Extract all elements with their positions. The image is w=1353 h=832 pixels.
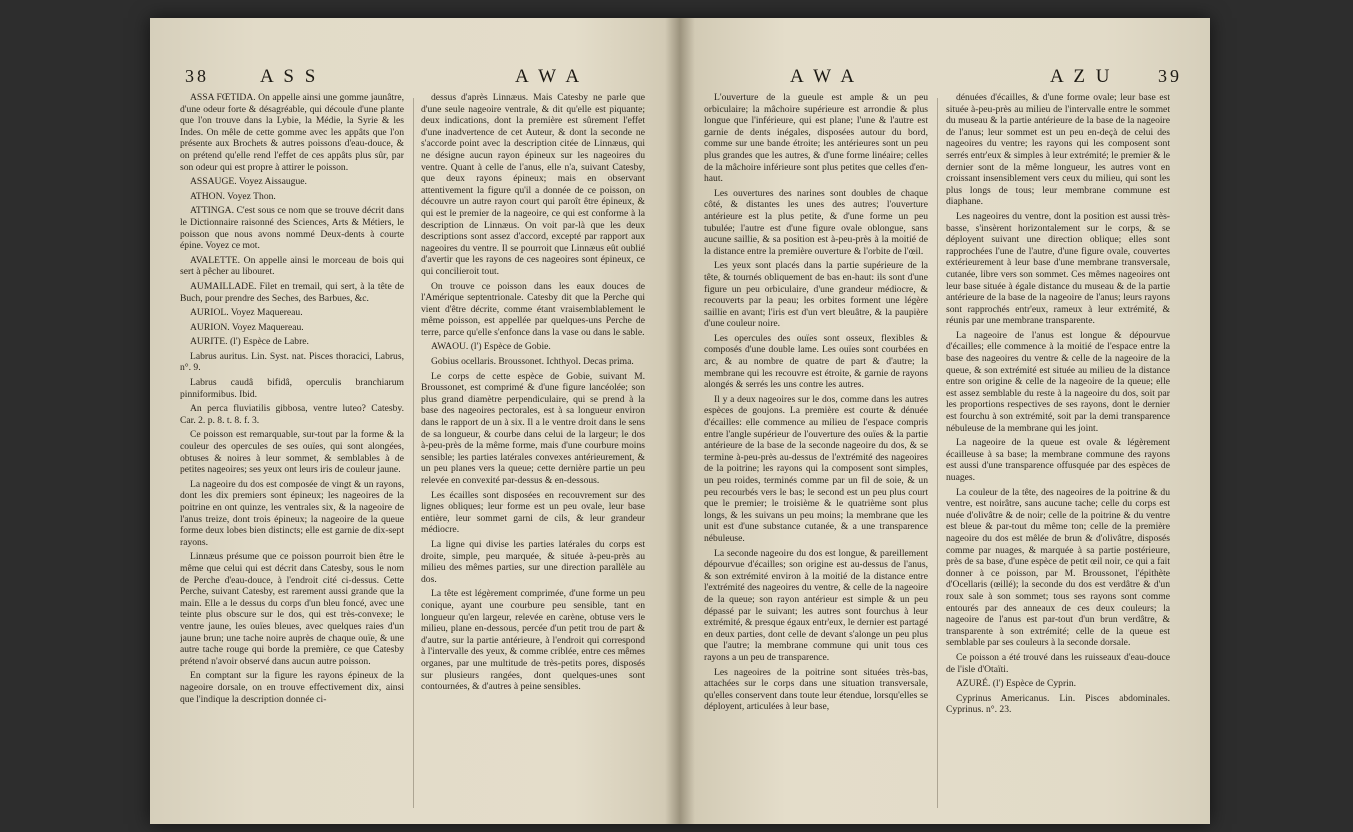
paragraph: AWAOU. (l') Espèce de Gobie. <box>431 341 551 353</box>
paragraph: dessus d'après Linnæus. Mais Catesby ne parle que d'une seule nageoire ventrale, & dit qu'elle est piquante; deux indications, dont la première est sûrement l'effet d'une inadvertence de cet Auteur, & dont la seconde ne s'accorde point avec la description citée de Linnæus, qui ne désigne aucun rayon épineux sur les nageoires du ventre. Quant à celle de l'anus, elle n'a, suivant Catesby, que deux rayons épineux; mais en observant attentivement la figure qu'il a donnée de ce poisson, on découvre un autre rayon court qui paroît être épineux, & qui est le premier de la nageoire, ce qui est conforme à la description de Linnæus. On voit par-là que les deux descriptions sont assez d'accord, excepté par rapport aux nageoires du ventre. Il se pourroit que Linnæus eût oublié d'avertir que les rayons de ces nageoires sont épineux, ce qui concilieroit tout. <box>421 92 645 277</box>
paragraph: Il y a deux nageoires sur le dos, comme dans les autres espèces de goujons. La première est courte & dénuée d'écailles: elle commence au milieu de l'espace compris entre l'angle supérieur de l'ouverture des ouïes & la partie antérieure de la base de la seconde nageoire du dos, & se termine à-peu-près au-dessus de l'extrémité des nageoires de la poitrine; les rayons qui la composent sont simples, un peu roides, terminés comme par un fil de soie, & un peu recourbés vers le bas; le second est un peu plus court que le premier; le troisième & le quatrième sont plus longs, & les suivans un peu moins; la membrane que les unit est d'une substance cutanée, & a une transparence nébuleuse. <box>704 393 928 544</box>
paragraph: AURIOL. Voyez Maquereau. <box>190 307 303 319</box>
page-number-left: 38 <box>185 66 209 86</box>
paragraph: Les nageoires du ventre, dont la position est aussi très-basse, s'insèrent horizontalement sur le corps, & se déployent suivant une direction oblique; elles sont rapprochées l'une de l'autre, d'une figure ovale, couvertes extérieurement à leur base d'une membrane transversale, cutanée, libre vers son sommet. Ces mêmes nageoires ont leur base située à égale distance du museau & de la partie antérieure de la base de la nageoire de l'anus; leurs rayons sont rapprochés entr'eux, rameux à leur extrémité, & réunis par une membrane transparente. <box>946 210 1170 327</box>
paragraph: Labrus auritus. Lin. Syst. nat. Pisces thoracici, Labrus, n°. 9. <box>180 350 404 374</box>
paragraph: Ce poisson est remarquable, sur-tout par la forme & la couleur des opercules de ses ouïes, qui sont alongées, obtuses & noires à leur sommet, & semblables à de petites nageoires; ses yeux ont leurs iris de couleur jaune. <box>180 429 404 476</box>
paragraph: An perca fluviatilis gibbosa, ventre luteo? Catesby. Car. 2. p. 8. t. 8. f. 3. <box>180 403 404 426</box>
paragraph: L'ouverture de la gueule est ample & un peu orbiculaire; la mâchoire supérieure est arrondie & plus longue que l'inférieure, qui est plane; l'une & l'autre est garnie de dents inégales, disposées autour du bord, comme sur une bande étroite; les antérieures sont un peu plus grandes que les autres, & d'une forme linéaire; celles de la mâchoire inférieure sont plus petites que celles d'en-haut. <box>704 92 928 185</box>
right-page-column-1 <box>704 92 928 812</box>
paragraph: ASSA FŒTIDA. On appelle ainsi une gomme jaunâtre, d'une odeur forte & désagréable, qui découle d'une plante que l'on trouve dans la Lybie, la Médie, la Syrie & les Indes. On mêle de cette gomme avec les appâts que l'on présente aux Brochets & autres poissons d'eau-douce, & on prétend qu'elle rend l'effet de ces appâts plus sûr, par son odeur qui est propre à attirer le poisson. <box>180 92 404 173</box>
paragraph: En comptant sur la figure les rayons épineux de la nageoire dorsale, on en trouve effectivement dix, ainsi que l'indique la description donnée ci- <box>180 670 404 705</box>
paragraph: ASSAUGE. Voyez Aissaugue. <box>190 176 307 188</box>
paragraph: AZURÉ. (l') Espèce de Cyprin. <box>956 678 1077 690</box>
paragraph: Cyprinus Americanus. Lin. Pisces abdominales. Cyprinus. n°. 23. <box>946 692 1170 716</box>
left-page-column-2 <box>421 92 645 812</box>
paragraph: La seconde nageoire du dos est longue, & pareillement dépourvue d'écailles; son origine est au-dessus de l'anus, & son extrémité environ à la moitié de la distance entre l'extrémité des nageoires du ventre, & celle de la nageoire de la queue; son rayon antérieur est simple & un peu dépassé par le suivant; les autres sont fourchus à leur extrémité, & presque égaux entr'eux, le dernier est partagé en deux parties, dont celle de devant s'alonge un peu plus que l'autre; la membrane commune qui unit tous ces rayons a un peu de transparence. <box>704 547 928 663</box>
paragraph: Ce poisson a été trouvé dans les ruisseaux d'eau-douce de l'isle d'Otaïti. <box>946 651 1170 675</box>
paragraph: dénuées d'écailles, & d'une forme ovale; leur base est située à-peu-près au milieu de l'intervalle entre le sommet du museau & la partie antérieure de la base de la nageoire de l'anus; leur sommet est un peu en-deçà de celui des nageoires du ventre; les rayons qui les composent sont serrés entr'eux & simples à leur extrémité; le premier & le dernier sont de la même longueur, les autres vont en croissant insensiblement vers ceux du milieu, qui sont les plus longs de tous; leur membrane commune est diaphane. <box>946 92 1170 208</box>
paragraph: Linnæus présume que ce poisson pourroit bien être le même que celui qui est décrit dans Catesby, sous le nom de Perche d'eau-douce, à l'endroit cité ci-dessus. Cette Perche, suivant Catesby, est rarement aussi grande que la main. Elle a le dessus du corps d'un bleu foncé, avec une teinte plus obscure sur le dos, qui est très-convexe; le ventre jaune, les ouïes bleues, avec quelques raies d'un jaune brun; une tache noire auprès de chaque ouïe, & une autre tache rouge qui borde la première, ce que Catesby prétend n'avoir observé dans aucun autre poisson. <box>180 551 404 667</box>
paragraph: Le corps de cette espèce de Gobie, suivant M. Broussonet, est comprimé & d'une figure lancéolée; son plus grand diamètre perpendiculaire, qui se prend à la base des nageoires pectorales, est à sa longueur environ dans le rapport de un à six. Il a le ventre droit dans le sens de sa longueur, & courbe dans celui de la largeur; le dos à-peu-près de la même forme, mais d'une courbure moins sensible; les parties latérales convexes antérieurement, & un peu planes vers la queue; cette dernière partie un peu relevée en convexité par-dessus & en-dessous. <box>421 370 645 486</box>
paragraph: AVALETTE. On appelle ainsi le morceau de bois qui sert à pêcher au libouret. <box>180 254 404 278</box>
paragraph: Les ouvertures des narines sont doubles de chaque côté, & distantes les unes des autres; l'ouverture antérieure est la plus petite, & d'une forme un peu tubulée; l'autre est d'une figure ovale oblongue, sans aucune saillie, & sa position est à-peu-près à la moitié de la distance entre la première ouverture & l'orbite de l'œil. <box>704 187 928 257</box>
paragraph: Les opercules des ouïes sont osseux, flexibles & composés d'une double lame. Les ouïes sont courbées en arc, & au nombre de quatre de part & d'autre; la membrane qui les recouvre est étroite, & garnie de rayons alongés & serrés les uns contre les autres. <box>704 332 928 391</box>
right-page-column-2 <box>946 92 1170 812</box>
left-page <box>150 18 680 824</box>
paragraph: Les écailles sont disposées en recouvrement sur des lignes obliques; leur forme est un peu ovale, leur base entière, leur sommet garni de cils, & leur grandeur médiocre. <box>421 489 645 536</box>
paragraph: La ligne qui divise les parties latérales du corps est droite, simple, peu marquée, & située à-peu-près au milieu des mêmes parties, sur une direction parallèle au dos. <box>421 538 645 585</box>
paragraph: On trouve ce poisson dans les eaux douces de l'Amérique septentrionale. Catesby dit que la Perche qui vient d'être décrite, comme étant vraisemblablement le même poisson, est appellée par quelques-uns Perche de terre, parce qu'elle s'enfonce dans la vase ou dans le sable. <box>421 280 645 338</box>
running-head-right-a: A W A <box>790 66 858 87</box>
left-page-column-1 <box>180 92 404 812</box>
running-head-right-b: A Z U <box>1050 66 1113 87</box>
running-head-left-a: A S S <box>260 66 319 87</box>
paragraph: La nageoire de l'anus est longue & dépourvue d'écailles; elle commence à la moitié de l'espace entre la base des nageoires du ventre & celle de la nageoire de la queue, & son extrémité est située au milieu de la distance entre son origine & celle de la nageoire de la queue; elle est assez semblable du reste à la nageoire du dos, soit par les proportions respectives de ses rayons, dont le dernier est fourchu à son extrémité, soit par la demi transparence nébuleuse de la membrane qui les joint. <box>946 329 1170 434</box>
paragraph: La couleur de la tête, des nageoires de la poitrine & du ventre, est noirâtre, sans aucune tache; celle du corps est nuée d'olivâtre & de noir; celle de la poitrine & du ventre est bleue & par-tout du même ton; celle de la première nageoire du dos est mêlée de brun & d'olivâtre, disposés comme par nuages, & marquée à sa partie postérieure, près de sa base, d'une espèce de petit œil noir, ce qui a fait donner à ce poisson, par M. Broussonet, l'épithète d'Ocellaris (œillé); la seconde du dos est verdâtre & d'un roux sale à son sommet; tous ses rayons sont comme entourés par des anneaux de ces deux couleurs; la nageoire de l'anus est par-tout d'un brun verdâtre, & transparente à son extrémité; celle de la queue est semblable par ses couleurs à la seconde dorsale. <box>946 486 1170 649</box>
paragraph: AURION. Voyez Maquereau. <box>190 321 304 333</box>
paragraph: ATHON. Voyez Thon. <box>190 190 276 202</box>
paragraph: Les nageoires de la poitrine sont situées très-bas, attachées sur le corps dans une situation transversale, qu'elles conservent dans toute leur étendue, lorsqu'elles se déployent, articulées à leur base, <box>704 666 928 713</box>
paragraph: Gobius ocellaris. Broussonet. Ichthyol. Decas prima. <box>431 356 634 368</box>
paragraph: La nageoire du dos est composée de vingt & un rayons, dont les dix premiers sont épineux; les nageoires de la poitrine en ont quinze, les ventrales six, & la nageoire de l'anus treize, dont trois épineux; la nageoire de la queue forme deux lobes bien distincts; elle est garnie de dix-sept rayons. <box>180 478 404 548</box>
paragraph: AURITE. (l') Espèce de Labre. <box>190 336 309 348</box>
open-book <box>150 18 1210 824</box>
paragraph: La tête est légèrement comprimée, d'une forme un peu conique, ayant une courbure peu sensible, tant en longueur qu'en largeur, relevée en carène, obtuse vers le milieu, plane en-dessous, percée d'un petit trou de part & d'autre, sur la partie antérieure, à l'endroit qui correspond à l'intervalle des yeux, & comme criblée, entre ces mêmes organes, par une multitude de très-petits pores, disposés sur plusieurs rangées, dont quelques-unes sont contournées, & d'autres à peine sensibles. <box>421 588 645 693</box>
paragraph: Labrus caudâ bifidâ, operculis branchiarum pinniformibus. Ibid. <box>180 377 404 400</box>
paragraph: Les yeux sont placés dans la partie supérieure de la tête, & tournés obliquement de bas en-haut: ils sont d'une figure un peu orbiculaire, d'une grandeur médiocre, & recouverts par la peau; les orbites forment une légère saillie en avant; l'iris est d'un vert bleuâtre, & la paupière d'une couleur noire. <box>704 260 928 330</box>
paragraph: La nageoire de la queue est ovale & légèrement écailleuse à sa base; la membrane commune des rayons est aussi d'une transparence offusquée par des espèces de nuages. <box>946 437 1170 483</box>
paragraph: ATTINGA. C'est sous ce nom que se trouve décrit dans le Dictionnaire raisonné des Sciences, Arts & Métiers, le poisson que nous avons nommé Deux-dents à courte épine. Voyez ce mot. <box>180 205 404 252</box>
column-rule <box>413 98 414 808</box>
page-number-right: 39 <box>1158 66 1182 86</box>
running-head-left-b: A W A <box>515 66 583 87</box>
column-rule <box>937 98 938 808</box>
paragraph: AUMAILLADE. Filet en tremail, qui sert, à la tête de Buch, pour prendre des Seches, des Barbues, &c. <box>180 280 404 304</box>
right-page <box>680 18 1210 824</box>
